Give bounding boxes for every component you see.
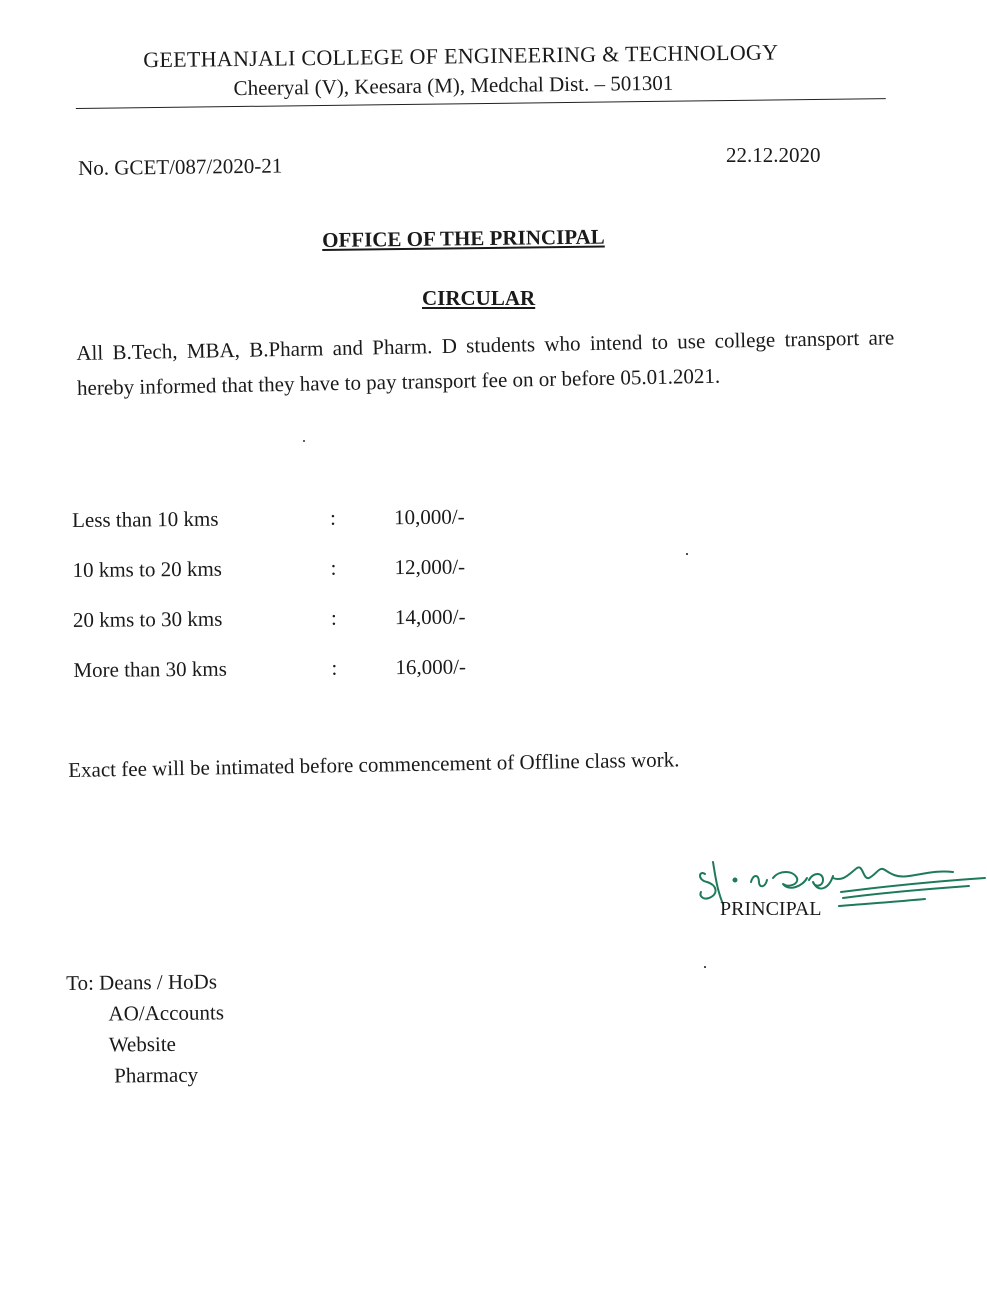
fee-note: Exact fee will be intimated before commencement of Offline class work. bbox=[68, 747, 680, 782]
fee-amount: 12,000/- bbox=[394, 554, 466, 580]
scan-speck bbox=[704, 966, 706, 968]
fee-amount: 14,000/- bbox=[394, 604, 466, 630]
college-name: GEETHANJALI COLLEGE OF ENGINEERING & TECHNOLOGY bbox=[143, 39, 779, 73]
fee-range: Less than 10 kms bbox=[72, 506, 219, 532]
office-title: OFFICE OF THE PRINCIPAL bbox=[322, 224, 605, 252]
fee-separator: : bbox=[331, 655, 338, 680]
fee-separator: : bbox=[329, 505, 337, 530]
fee-range: More than 30 kms bbox=[73, 656, 227, 682]
college-address: Cheeryal (V), Keesara (M), Medchal Dist. – 501301 bbox=[233, 70, 674, 101]
fee-amount: 10,000/- bbox=[393, 504, 465, 530]
scan-speck bbox=[686, 553, 688, 555]
fee-row bbox=[73, 654, 573, 708]
scan-speck bbox=[303, 440, 305, 442]
circular-body: All B.Tech, MBA, B.Pharm and Pharm. D students who intend to use college transport are hereby informed that they have to pay transport fee on or before 05.01.2021. bbox=[76, 325, 895, 400]
fee-range: 10 kms to 20 kms bbox=[72, 556, 222, 582]
circular-title: CIRCULAR bbox=[422, 286, 536, 310]
distribution-line: Website bbox=[108, 1031, 177, 1057]
fee-row bbox=[72, 554, 572, 608]
fee-range: 20 kms to 30 kms bbox=[72, 606, 223, 632]
fee-row bbox=[73, 604, 573, 658]
distribution-line: Pharmacy bbox=[114, 1062, 199, 1088]
reference-number: No. GCET/087/2020-21 bbox=[78, 153, 283, 180]
circular-date: 22.12.2020 bbox=[726, 143, 821, 167]
letterhead-rule bbox=[76, 98, 886, 109]
distribution-line: To: Deans / HoDs bbox=[66, 969, 218, 995]
fee-separator: : bbox=[330, 555, 337, 580]
distribution-list bbox=[66, 966, 225, 1092]
fee-row bbox=[72, 504, 572, 558]
distribution-line: AO/Accounts bbox=[108, 1000, 225, 1026]
fee-table bbox=[72, 504, 574, 708]
letterhead bbox=[75, 30, 887, 101]
fee-separator: : bbox=[330, 605, 337, 630]
principal-title: PRINCIPAL bbox=[720, 898, 822, 920]
fee-amount: 16,000/- bbox=[395, 654, 467, 680]
